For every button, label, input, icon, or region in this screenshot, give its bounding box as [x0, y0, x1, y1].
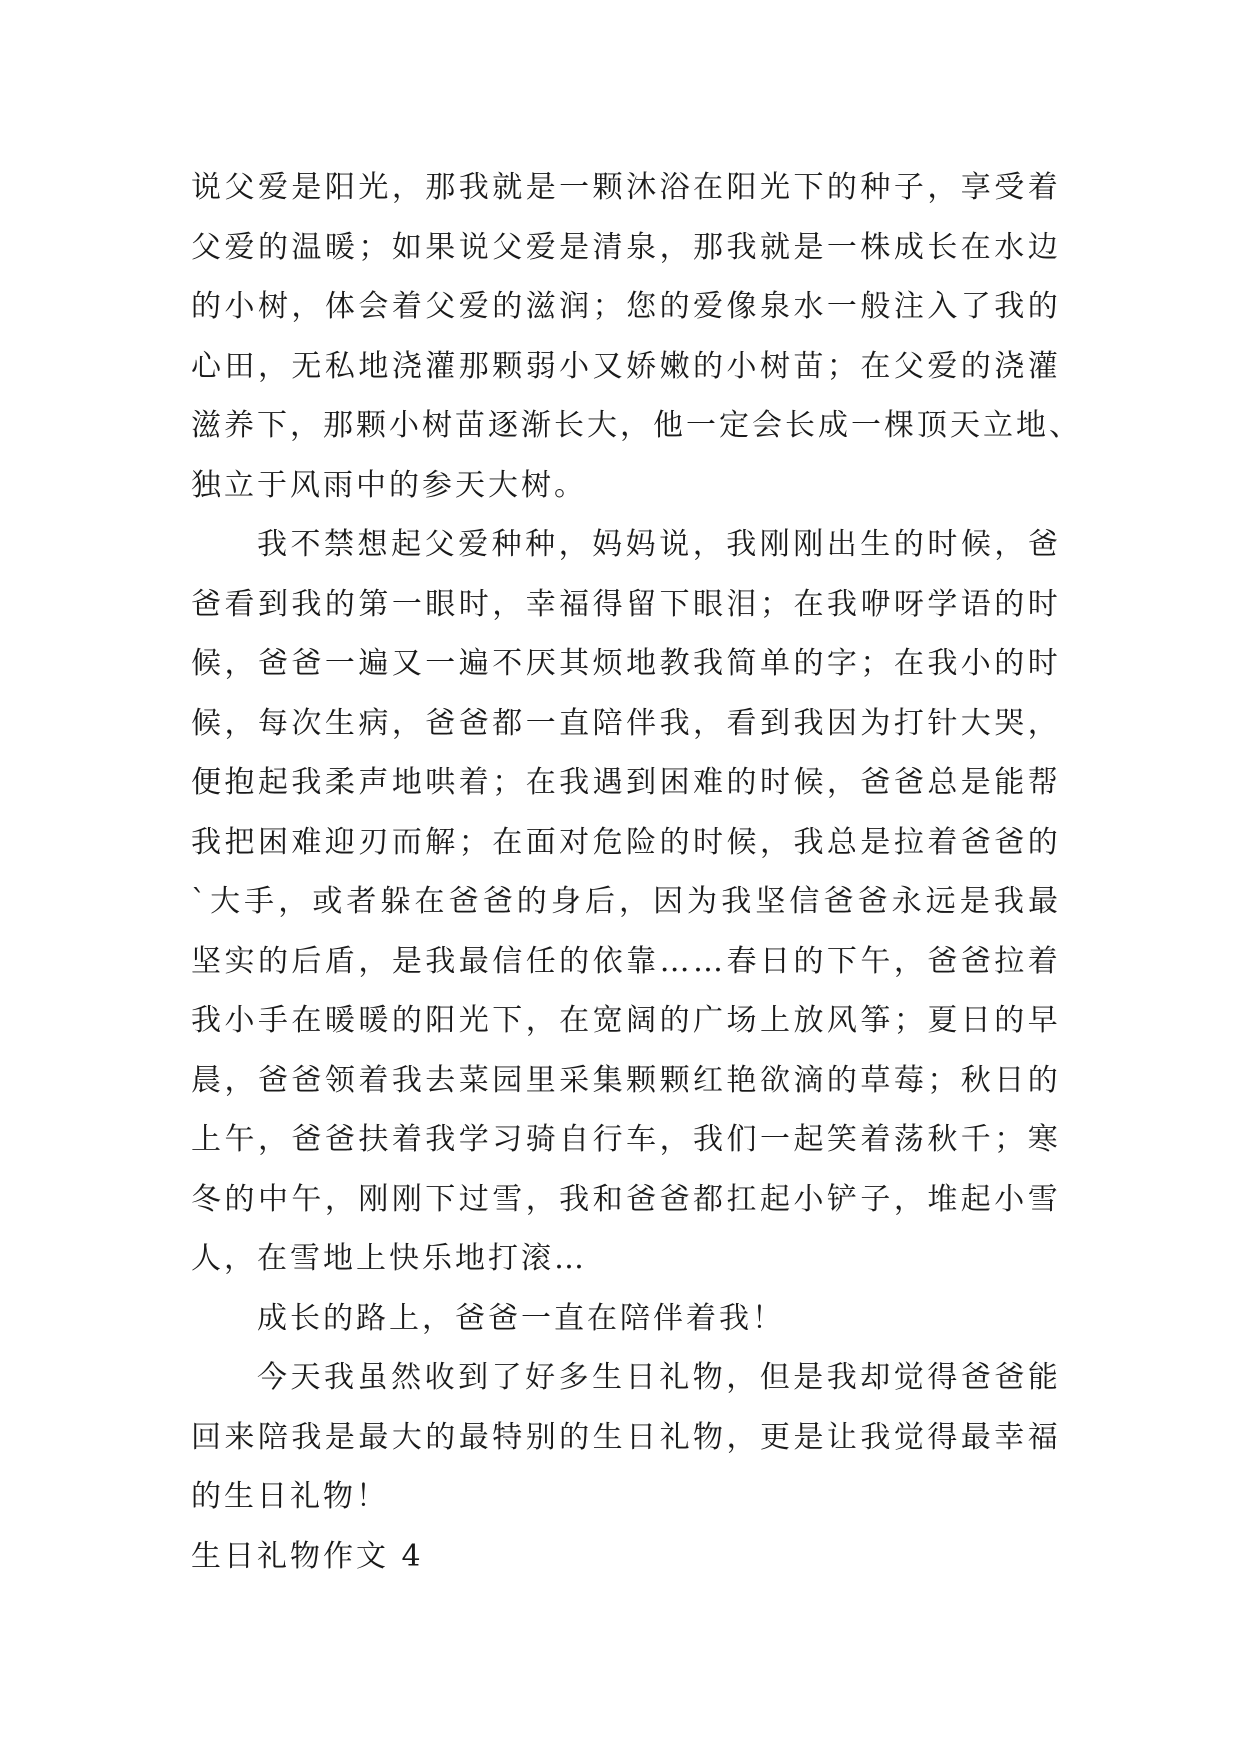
- text-line: 我 把 困 难 迎 刃 而 解 ； 在 面 对 危 险 的 时 候 ， 我 总 是 拉 着 爸 爸 的: [191, 824, 1061, 860]
- text-line: 人，在雪地上快乐地打滚…: [191, 1241, 587, 1276]
- document-body: [191, 158, 1082, 1586]
- text-line: 父 爱 的 温 暖 ； 如 果 说 父 爱 是 清 泉 ， 那 我 就 是 一 株 成 长 在 水 边: [191, 229, 1061, 265]
- section-heading: 生日礼物作文 4: [191, 1538, 424, 1574]
- text-line: 今 天 我 虽 然 收 到 了 好 多 生 日 礼 物 ， 但 是 我 却 觉 得 爸 爸 能: [257, 1360, 1061, 1395]
- text-line: 候 ， 爸 爸 一 遍 又 一 遍 不 厌 其 烦 地 教 我 简 单 的 字 ； 在 我 小 的 时: [191, 646, 1061, 681]
- text-line: 的生日礼物！: [191, 1479, 389, 1514]
- text-line: 候 ， 每 次 生 病 ， 爸 爸 都 一 直 陪 伴 我 ， 看 到 我 因 为 打 针 大 哭 ，: [191, 705, 1061, 741]
- text-line: 上 午 ， 爸 爸 扶 着 我 学 习 骑 自 行 车 ， 我 们 一 起 笑 着 荡 秋 千 ； 寒: [191, 1122, 1061, 1157]
- text-line: 的 小 树 ， 体 会 着 父 爱 的 滋 润 ； 您 的 爱 像 泉 水 一 般 注 入 了 我 的: [191, 289, 1061, 324]
- text-line: 说 父 爱 是 阳 光 ， 那 我 就 是 一 颗 沐 浴 在 阳 光 下 的 种 子 ， 享 受 着: [191, 170, 1061, 205]
- text-line: 回 来 陪 我 是 最 大 的 最 特 别 的 生 日 礼 物 ， 更 是 让 我 觉 得 最 幸 福: [191, 1419, 1061, 1455]
- text-line: 心 田 ， 无 私 地 浇 灌 那 颗 弱 小 又 娇 嫩 的 小 树 苗 ； 在 父 爱 的 浇 灌: [191, 348, 1061, 384]
- text-line: 便 抱 起 我 柔 声 地 哄 着 ； 在 我 遇 到 困 难 的 时 候 ， 爸 爸 总 是 能 帮: [191, 765, 1061, 800]
- text-line: 晨 ， 爸 爸 领 着 我 去 菜 园 里 采 集 颗 颗 红 艳 欲 滴 的 草 莓 ； 秋 日 的: [191, 1062, 1061, 1098]
- text-line: ` 大 手 ， 或 者 躲 在 爸 爸 的 身 后 ， 因 为 我 坚 信 爸 爸 永 远 是 我 最: [191, 884, 1061, 919]
- text-line: 滋 养 下 ， 那 颗 小 树 苗 逐 渐 长 大 ， 他 一 定 会 长 成 一 棵 顶 天 立 地 、: [191, 408, 1082, 443]
- text-line: 我 小 手 在 暖 暖 的 阳 光 下 ， 在 宽 阔 的 广 场 上 放 风 筝 ； 夏 日 的 早: [191, 1003, 1061, 1038]
- text-line: 我 不 禁 想 起 父 爱 种 种 ， 妈 妈 说 ， 我 刚 刚 出 生 的 时 候 ， 爸: [257, 527, 1061, 562]
- text-line: 冬 的 中 午 ， 刚 刚 下 过 雪 ， 我 和 爸 爸 都 扛 起 小 铲 子 ， 堆 起 小 雪: [191, 1181, 1061, 1217]
- text-line: 成长的路上，爸爸一直在陪伴着我！: [257, 1300, 785, 1336]
- text-line: 坚 实 的 后 盾 ， 是 我 最 信 任 的 依 靠 … … 春 日 的 下 午 ， 爸 爸 拉 着: [191, 943, 1061, 979]
- text-line: 爸 看 到 我 的 第 一 眼 时 ， 幸 福 得 留 下 眼 泪 ； 在 我 咿 呀 学 语 的 时: [191, 586, 1061, 622]
- text-line: 独立于风雨中的参天大树。: [191, 467, 587, 503]
